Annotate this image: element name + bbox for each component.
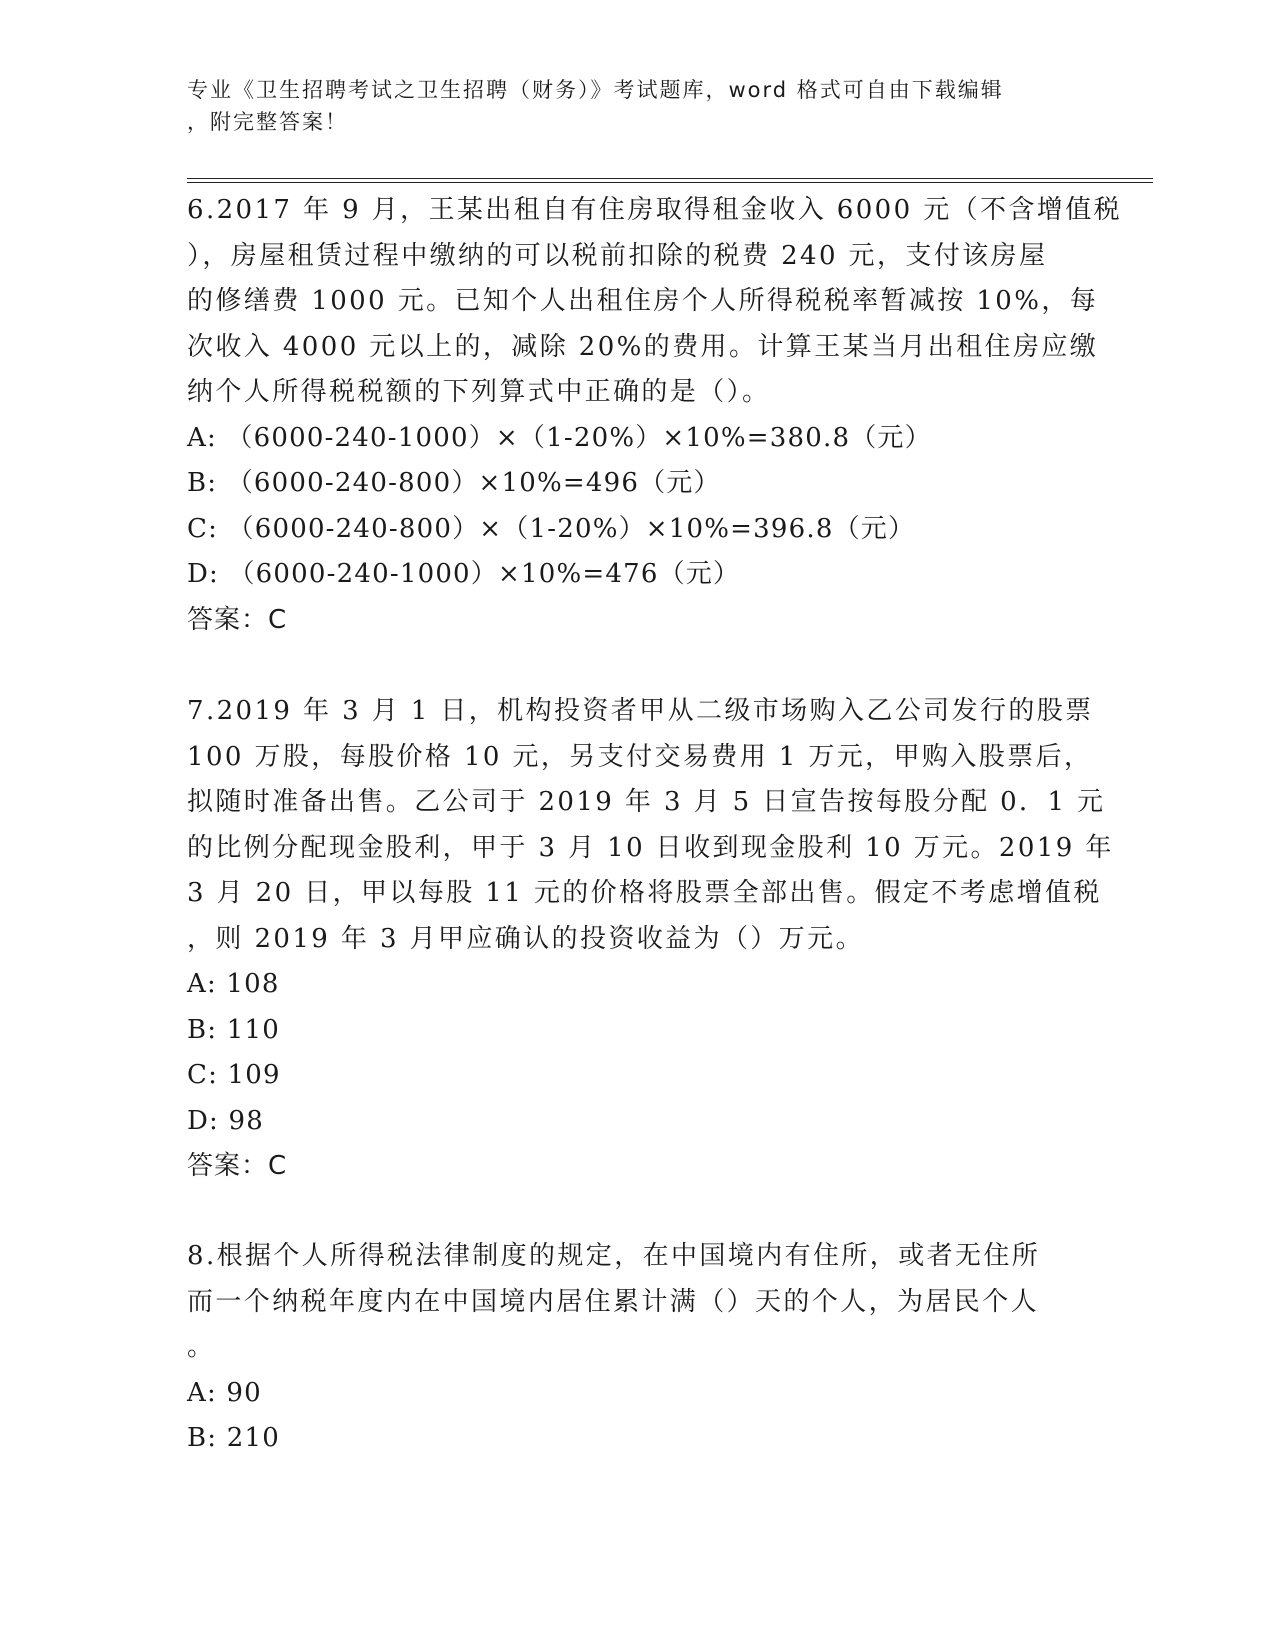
- question-text-line: 次收入 4000 元以上的，减除 20%的费用。计算王某当月出租住房应缴: [187, 331, 1099, 362]
- question-text-line: ，则 2019 年 3 月甲应确认的投资收益为（）万元。: [187, 923, 864, 954]
- answer-line: 答案：C: [187, 1151, 288, 1181]
- question-text-line: 3 月 20 日，甲以每股 11 元的价格将股票全部出售。假定不考虑增值税: [187, 878, 1102, 908]
- option-b: B: 210: [187, 1423, 280, 1453]
- option-a: A: 90: [187, 1377, 262, 1408]
- option-c: C: （6000-240-800）×（1-20%）×10%=396.8（元）: [187, 513, 916, 544]
- question-text-line: 7.2019 年 3 月 1 日，机构投资者甲从二级市场购入乙公司发行的股票: [187, 696, 1094, 726]
- option-d: D: （6000-240-1000）×10%=476（元）: [187, 559, 741, 589]
- option-b: B: （6000-240-800）×10%=496（元）: [187, 468, 721, 498]
- question-8: [187, 1234, 1087, 1462]
- question-6: [187, 188, 1123, 643]
- question-text-line: 而一个纳税年度内在中国境内居住累计满（）天的个人，为居民个人: [187, 1286, 1040, 1317]
- question-text-line: ），房屋租赁过程中缴纳的可以税前扣除的税费 240 元，支付该房屋: [187, 240, 1048, 271]
- question-text-line: 的比例分配现金股利，甲于 3 月 10 日收到现金股利 10 万元。2019 年: [187, 832, 1114, 863]
- option-a: A: （6000-240-1000）×（1-20%）×10%=380.8（元）: [187, 422, 932, 453]
- option-c: C: 109: [187, 1060, 281, 1090]
- option-d: D: 98: [187, 1105, 264, 1136]
- question-text-line: 6.2017 年 9 月，王某出租自有住房取得租金收入 6000 元（不含增值税: [187, 195, 1123, 225]
- header-line: 专业《卫生招聘考试之卫生招聘（财务）》考试题库，word 格式可自由下载编辑: [187, 78, 1004, 102]
- document-header: [187, 74, 1067, 138]
- question-text-line: 8.根据个人所得税法律制度的规定，在中国境内有住所，或者无住所: [187, 1241, 1041, 1271]
- question-7: [187, 689, 1114, 1190]
- question-text-line: 。: [187, 1332, 216, 1362]
- header-line: ，附完整答案！: [187, 110, 348, 134]
- question-text-line: 纳个人所得税税额的下列算式中正确的是（）。: [187, 377, 771, 407]
- question-text-line: 的修缮费 1000 元。已知个人出租住房个人所得税税率暂减按 10%，每: [187, 286, 1099, 316]
- option-a: A: 108: [187, 969, 280, 999]
- header-divider: [187, 178, 1153, 183]
- question-text-line: 拟随时准备出售。乙公司于 2019 年 3 月 5 日宣告按每股分配 0．1 元: [187, 787, 1106, 817]
- question-text-line: 100 万股，每股价格 10 元，另支付交易费用 1 万元，甲购入股票后，: [187, 741, 1093, 772]
- option-b: B: 110: [187, 1014, 280, 1045]
- answer-line: 答案：C: [187, 604, 288, 635]
